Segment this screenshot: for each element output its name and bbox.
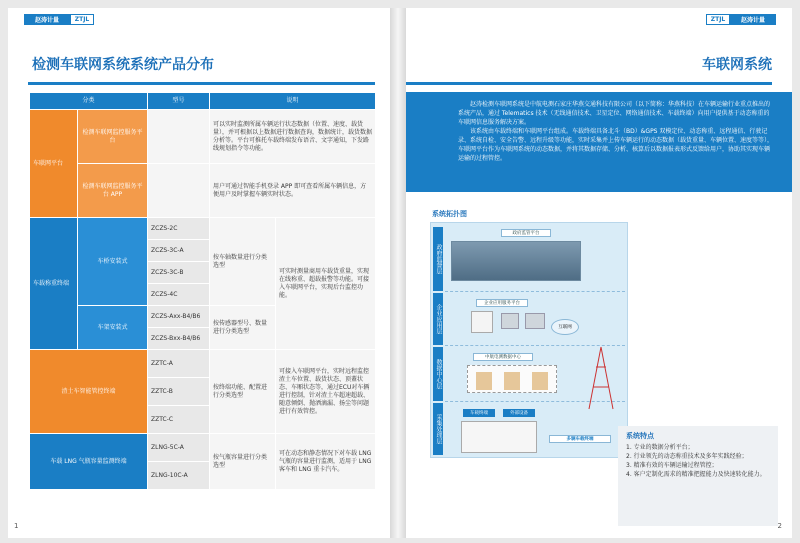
desc-weigh: 可实时测量商用车载货重量，实现在线称重、超载报警等功能。可接入车联网平台，实现后台监控功能。 [276, 218, 376, 350]
brand-code: ZTJL [706, 14, 730, 25]
page-number-right: 2 [777, 522, 782, 530]
page-gutter [390, 8, 406, 538]
sub-bridge: 车桥安装式 [78, 218, 148, 306]
brand-code: ZTJL [70, 14, 94, 25]
brand-label: 赵涛计量 [24, 14, 70, 25]
data-center-label: 中航电测数据中心 [473, 353, 533, 361]
layer-dc-label: 数据中心层 [433, 347, 443, 401]
desc-muck: 可接入车联网平台，实时远程监控渣土车位置、载货状态、顶蓋状态、车厢状态等，通过ECU对车辆进行控制，针对渣土车超速超载、随意倾倒、抛洒滴漏、扬尘等问题进行有效管控。 [276, 350, 376, 434]
model-cell: ZCZS-Axx-B4/B6 [148, 306, 210, 328]
category-lng: 车载 LNG 气瓶容量监测终端 [30, 434, 148, 490]
model-cell: ZZTC-B [148, 378, 210, 406]
desc-app: 用户可通过智能手机登录 APP 即可查看所属车辆信息，方便用户及时掌握车辆实时状态。 [210, 164, 376, 218]
desc-axle: 按车轴数量进行分类选型 [210, 218, 276, 306]
feature-item: 4. 客户定制化需求的精准把握能力及快速转化能力。 [626, 471, 766, 478]
layer-ent-label: 企业应用层 [433, 293, 443, 345]
internet-cloud: 互联网 [551, 319, 579, 335]
topology-title: 系统拓扑图 [432, 210, 467, 218]
col-header-category: 分类 [30, 93, 148, 110]
desc-sensor: 按传感器型号、数量进行分类选型 [210, 306, 276, 350]
product-table [29, 92, 376, 490]
sub-app: 检测车联网监控服务平台 APP [78, 164, 148, 218]
feature-item: 2. 行业领先的动态称重技术及多年实践经验； [626, 453, 748, 460]
desc-muck-type: 按终端功能、配置进行分类选型 [210, 350, 276, 434]
signal-tower-icon [581, 343, 621, 413]
desc-monitor: 可以实时监测所属车辆运行状态数据（位置、速度、载货量），并可根据以上数据进行数据查询，数据统计，载货数据分析等。平台可推托车载终端发布语音、文字通知，下发路线规划指令等功能。 [210, 110, 376, 164]
model-cell: ZCZS-3C-A [148, 240, 210, 262]
intro-paragraph: 该系统由车载终端和车联网平台组成。车载终端具备北斗（BD）&GPS 双模定位、动态称重、远程通信、行驶记录、系统自检、安全告警、远程升级等功能，实时采集并上传车辆运行的动态数据（载货重量、车辆位置、速度等等），车联网平台作为车联网系统的动态数据，并将其数据存储、分析、核算后以数据报表形式反馈给用户，协助其实现车辆运输的过程管控。 [458, 128, 774, 162]
table-row [30, 434, 376, 462]
right-page-title: 车联网系统 [702, 57, 772, 73]
brand-label: 赵涛计量 [730, 14, 776, 25]
table-row [30, 164, 376, 218]
model-cell: ZCZS-3C-B [148, 262, 210, 284]
terminal-devices [461, 421, 537, 453]
right-header [706, 14, 776, 25]
left-header [24, 14, 94, 25]
category-muck: 渣土车智能管控终端 [30, 350, 148, 434]
left-page [8, 8, 390, 538]
control-room-image [451, 241, 581, 281]
table-row [30, 218, 376, 240]
gov-platform-label: 政府监管平台 [501, 229, 551, 237]
layer-collect-label: 采集处理层 [433, 403, 443, 455]
title-rule [28, 82, 375, 85]
title-rule [406, 82, 772, 85]
sub-monitor-platform: 检测车联网监控服务平台 [78, 110, 148, 164]
model-cell: ZZTC-A [148, 350, 210, 378]
server-icon [525, 313, 545, 329]
feature-item: 1. 专业的数据分析平台； [626, 444, 694, 451]
multi-terminal-label: 多辆车载终端 [549, 435, 611, 443]
features-title: 系统特点 [626, 432, 654, 440]
model-cell: ZCZS-2C [148, 218, 210, 240]
features-panel [618, 426, 778, 526]
model-cell: ZCZS-Bxx-B4/B6 [148, 328, 210, 350]
data-center-servers [467, 365, 557, 393]
projector-screen [471, 311, 493, 333]
enterprise-platform-label: 企业应用服务平台 [476, 299, 528, 307]
table-row [30, 350, 376, 378]
category-weighing: 车载称重终端 [30, 218, 78, 350]
intro-paragraph: 赵涛检测车联网系统是中航电测石家庄华燕交通科技有限公司（以下简称：华燕科技）在车辆运输行业重点推出的系统产品，通过 Telematics 技术（无线通信技术、卫星定位、网络通信技术、车载终端）向用户提供基于动态称重的车联网信息服务解决方案。 [458, 101, 771, 126]
sub-frame: 车架安装式 [78, 306, 148, 350]
external-device-label: 外部设备 [503, 409, 535, 417]
model-cell: ZLNG-5C-A [148, 434, 210, 462]
desc-lng: 可在动态和静态情况下对车载 LNG 气瓶的容量进行监测，适用于 LNG 客车和 LNG 重卡汽车。 [276, 434, 376, 490]
vehicle-terminal-label: 车载终端 [463, 409, 495, 417]
left-page-title: 检测车联网系统系统产品分布 [32, 57, 214, 73]
col-header-model: 型号 [148, 93, 210, 110]
model-cell: ZCZS-4C [148, 284, 210, 306]
layer-gov-label: 政府监督层 [433, 227, 443, 291]
topology-diagram [430, 222, 628, 458]
model-cell: ZZTC-C [148, 406, 210, 434]
right-page [406, 8, 792, 538]
table-header-row [30, 93, 376, 110]
intro-panel [406, 92, 792, 192]
printer-icon [501, 313, 519, 329]
table-row [30, 110, 376, 164]
feature-item: 3. 精准有效的车辆运输过程管控； [626, 462, 718, 469]
col-header-desc: 说明 [210, 93, 376, 110]
model-cell: ZLNG-10C-A [148, 462, 210, 490]
category-platform: 车联网平台 [30, 110, 78, 218]
page-number-left: 1 [14, 522, 19, 530]
desc-lng-type: 按气瓶容量进行分类选型 [210, 434, 276, 490]
